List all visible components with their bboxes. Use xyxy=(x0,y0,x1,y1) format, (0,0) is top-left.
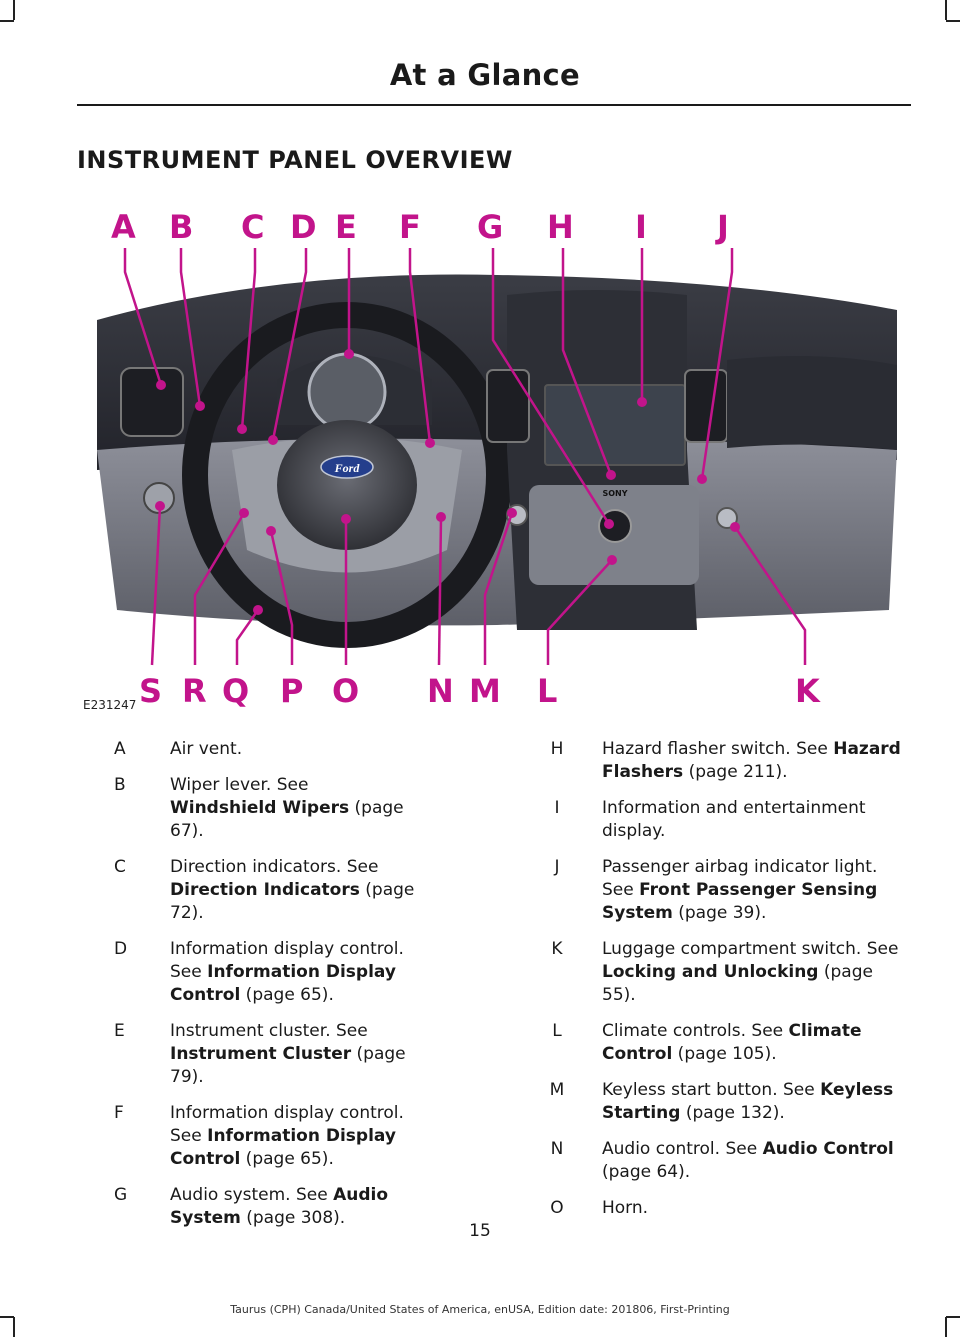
page-header-title: At a Glance xyxy=(389,58,580,92)
legend-text: Audio system. See Audio System (page 308). xyxy=(170,1185,389,1228)
legend-item xyxy=(520,738,902,784)
center-right-air-vent xyxy=(685,370,727,442)
callout-letter: F xyxy=(399,208,421,246)
callout-letter: M xyxy=(469,672,501,710)
legend-item xyxy=(88,1102,418,1171)
callout-letter: Q xyxy=(222,672,250,710)
callout-letter: G xyxy=(477,208,504,246)
crop-mark xyxy=(945,0,947,20)
legend-key: J xyxy=(554,857,560,877)
callout-letter: O xyxy=(332,672,360,710)
cross-reference-link[interactable]: Locking and Unlocking xyxy=(602,962,819,982)
legend-key: G xyxy=(114,1185,128,1205)
callout-letter: E xyxy=(335,208,357,246)
legend-text: Passenger airbag indicator light. See Front Passenger Sensing System (page 39). xyxy=(602,857,878,923)
section-title: INSTRUMENT PANEL OVERVIEW xyxy=(77,146,513,174)
legend-item xyxy=(88,1020,418,1089)
center-left-air-vent xyxy=(487,370,529,442)
crop-mark xyxy=(13,1317,15,1337)
page-number: 15 xyxy=(469,1221,491,1241)
header-divider xyxy=(77,104,911,106)
legend-text: Audio control. See Audio Control (page 64). xyxy=(602,1139,894,1182)
legend-text: Information display control. See Information Display Control (page 65). xyxy=(170,1103,404,1169)
cross-reference-link[interactable]: Information Display Control xyxy=(170,962,396,1005)
instrument-panel-figure xyxy=(77,200,911,720)
cross-reference-link[interactable]: Keyless Starting xyxy=(602,1080,894,1123)
cross-reference-link[interactable]: Information Display Control xyxy=(170,1126,396,1169)
crop-mark xyxy=(946,1316,960,1318)
legend-text: Horn. xyxy=(602,1198,649,1218)
cross-reference-link[interactable]: Audio System xyxy=(170,1185,389,1228)
legend-text: Direction indicators. See Direction Indicators (page 72). xyxy=(170,857,415,923)
legend-text: Information and entertainment display. xyxy=(602,798,866,841)
crop-mark xyxy=(945,1317,947,1337)
dashboard-illustration xyxy=(77,200,911,720)
legend-text: Instrument cluster. See Instrument Cluster (page 79). xyxy=(170,1021,406,1087)
legend-item xyxy=(520,797,902,843)
legend-left-column xyxy=(88,738,418,1243)
page-footer: Taurus (CPH) Canada/United States of America, enUSA, Edition date: 201806, First-Printing xyxy=(230,1303,730,1316)
cross-reference-link[interactable]: Windshield Wipers xyxy=(170,798,350,818)
callout-letter: L xyxy=(537,672,558,710)
legend-item xyxy=(520,938,902,1007)
legend-key: F xyxy=(114,1103,124,1123)
callout-letter: D xyxy=(290,208,317,246)
callout-letter: S xyxy=(139,672,163,710)
crop-mark xyxy=(946,20,960,22)
legend-key: H xyxy=(550,739,564,759)
crop-mark xyxy=(0,1316,14,1318)
cross-reference-link[interactable]: Direction Indicators xyxy=(170,880,360,900)
legend-text: Information display control. See Information Display Control (page 65). xyxy=(170,939,404,1005)
center-screen xyxy=(545,385,685,465)
legend-item xyxy=(520,1020,902,1066)
legend-item xyxy=(520,1138,902,1184)
callout-letter: K xyxy=(795,672,820,710)
callout-letter: I xyxy=(635,208,647,246)
callout-letter: R xyxy=(182,672,207,710)
callout-letter: A xyxy=(111,208,136,246)
callout-letter: J xyxy=(717,208,729,246)
legend-key: L xyxy=(552,1021,562,1041)
legend-item xyxy=(520,856,902,925)
legend-item xyxy=(88,774,418,843)
cross-reference-link[interactable]: Instrument Cluster xyxy=(170,1044,352,1064)
callout-letter: N xyxy=(427,672,454,710)
passenger-dash xyxy=(727,356,897,450)
cross-reference-link[interactable]: Audio Control xyxy=(762,1139,894,1159)
legend-item xyxy=(520,1079,902,1125)
left-air-vent xyxy=(121,368,183,436)
instrument-cluster-gauge xyxy=(309,354,385,430)
legend-item xyxy=(88,856,418,925)
ford-badge-text: Ford xyxy=(334,461,360,475)
legend-item xyxy=(88,938,418,1007)
legend-key: A xyxy=(114,739,126,759)
legend-text: Air vent. xyxy=(170,739,243,759)
legend-text: Keyless start button. See Keyless Starting (page 132). xyxy=(602,1080,894,1123)
legend-right-column xyxy=(520,738,902,1233)
legend-item xyxy=(88,738,418,761)
legend-text: Hazard flasher switch. See Hazard Flashers (page 211). xyxy=(602,739,901,782)
console-brand-text: SONY xyxy=(602,489,628,498)
legend-text: Luggage compartment switch. See Locking and Unlocking (page 55). xyxy=(602,939,899,1005)
figure-id: E231247 xyxy=(83,698,137,712)
callout-letter: B xyxy=(169,208,194,246)
cross-reference-link[interactable]: Climate Control xyxy=(602,1021,862,1064)
legend-key: B xyxy=(114,775,126,795)
legend-text: Wiper lever. See Windshield Wipers (page 67). xyxy=(170,775,404,841)
legend-key: K xyxy=(551,939,563,959)
callout-letter: H xyxy=(547,208,574,246)
legend-key: N xyxy=(550,1139,564,1159)
crop-mark xyxy=(13,0,15,20)
legend-text: Climate controls. See Climate Control (page 105). xyxy=(602,1021,862,1064)
legend-item xyxy=(520,1197,902,1220)
legend-key: O xyxy=(550,1198,564,1218)
cross-reference-link[interactable]: Hazard Flashers xyxy=(602,739,901,782)
cross-reference-link[interactable]: Front Passenger Sensing System xyxy=(602,880,878,923)
legend-key: C xyxy=(114,857,126,877)
callout-letter: C xyxy=(241,208,265,246)
legend-key: M xyxy=(549,1080,565,1100)
callout-letter: P xyxy=(280,672,304,710)
legend-key: E xyxy=(114,1021,125,1041)
legend-key: D xyxy=(114,939,128,959)
crop-mark xyxy=(0,20,14,22)
legend-key: I xyxy=(554,798,560,818)
